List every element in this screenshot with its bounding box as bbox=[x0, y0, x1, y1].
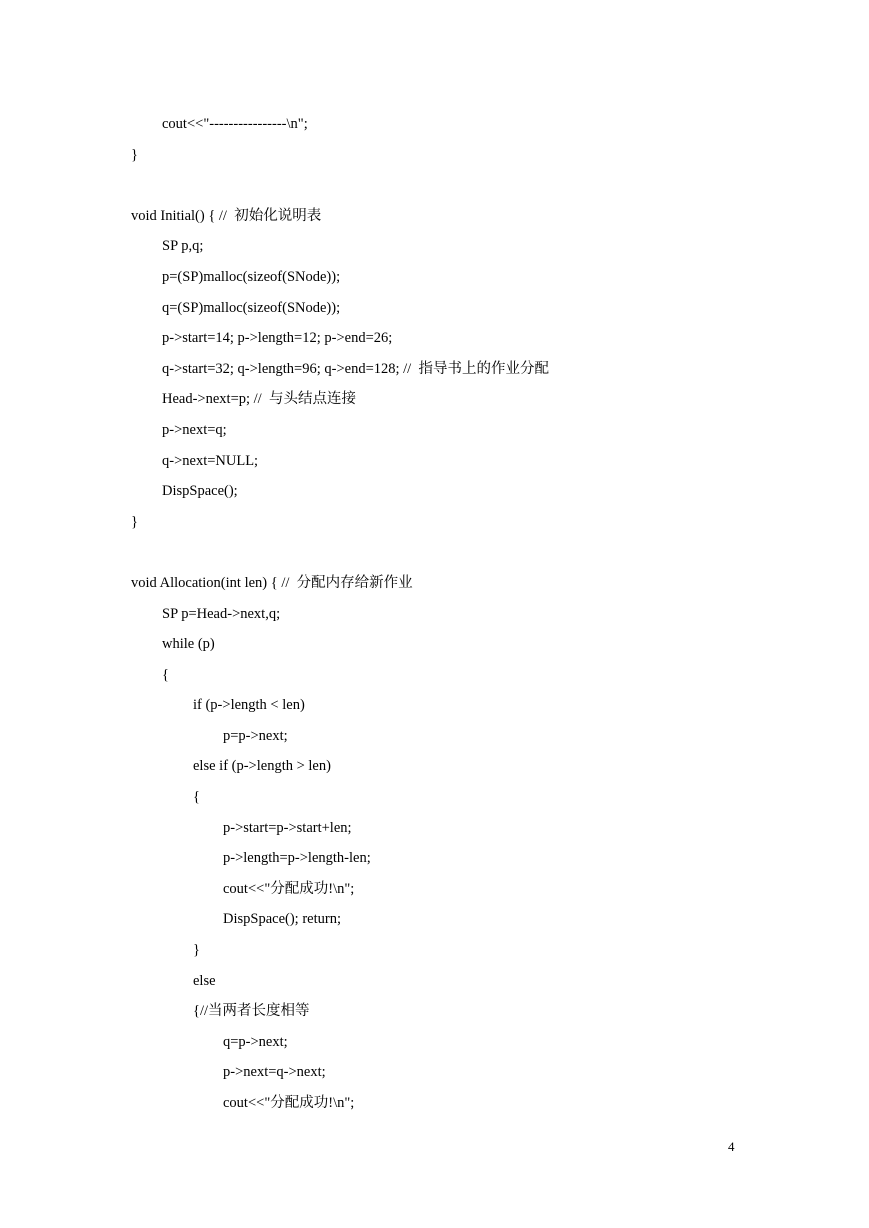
code-line: { bbox=[193, 789, 200, 806]
code-line: { bbox=[162, 666, 169, 683]
code-line: } bbox=[131, 513, 138, 530]
code-line: p->length=p->length-len; bbox=[223, 850, 371, 867]
code-line: p->start=p->start+len; bbox=[223, 819, 352, 836]
code-line: p=p->next; bbox=[223, 727, 288, 744]
code-line: cout<<"分配成功!\n"; bbox=[223, 1095, 355, 1111]
code-line: p->next=q->next; bbox=[223, 1064, 326, 1081]
code-line: else bbox=[193, 972, 216, 989]
code-line: DispSpace(); bbox=[162, 483, 238, 500]
code-line: q->next=NULL; bbox=[162, 452, 259, 469]
code-line: cout<<"----------------\n"; bbox=[162, 116, 308, 132]
code-line: cout<<"分配成功!\n"; bbox=[223, 880, 355, 897]
code-line: SP p,q; bbox=[162, 238, 204, 255]
code-line: p=(SP)malloc(sizeof(SNode)); bbox=[162, 268, 341, 285]
code-line: DispSpace(); return; bbox=[223, 911, 341, 928]
code-line: void Allocation(int len) { // 分配内存给新作业 bbox=[131, 574, 413, 591]
code-listing bbox=[131, 114, 549, 1124]
code-line: } bbox=[193, 942, 200, 959]
page-number: 4 bbox=[728, 1139, 735, 1154]
code-line: Head->next=p; // 与头结点连接 bbox=[162, 391, 356, 408]
code-line bbox=[131, 175, 549, 206]
code-line: } bbox=[131, 146, 138, 163]
code-line: SP p=Head->next,q; bbox=[162, 605, 281, 622]
code-line: {//当两者长度相等 bbox=[193, 1003, 310, 1020]
code-line: void Initial() { // 初始化说明表 bbox=[131, 207, 322, 224]
code-line: else if (p->length > len) bbox=[193, 758, 331, 775]
code-line: q=(SP)malloc(sizeof(SNode)); bbox=[162, 299, 341, 316]
code-line: q=p->next; bbox=[223, 1033, 288, 1050]
code-line: q->start=32; q->length=96; q->end=128; // 指导书上的作业分配 bbox=[162, 360, 549, 377]
code-line: if (p->length < len) bbox=[193, 697, 305, 714]
code-line: p->next=q; bbox=[162, 421, 227, 438]
code-line: while (p) bbox=[162, 636, 215, 653]
code-line: p->start=14; p->length=12; p->end=26; bbox=[162, 330, 393, 347]
code-line bbox=[131, 542, 549, 573]
